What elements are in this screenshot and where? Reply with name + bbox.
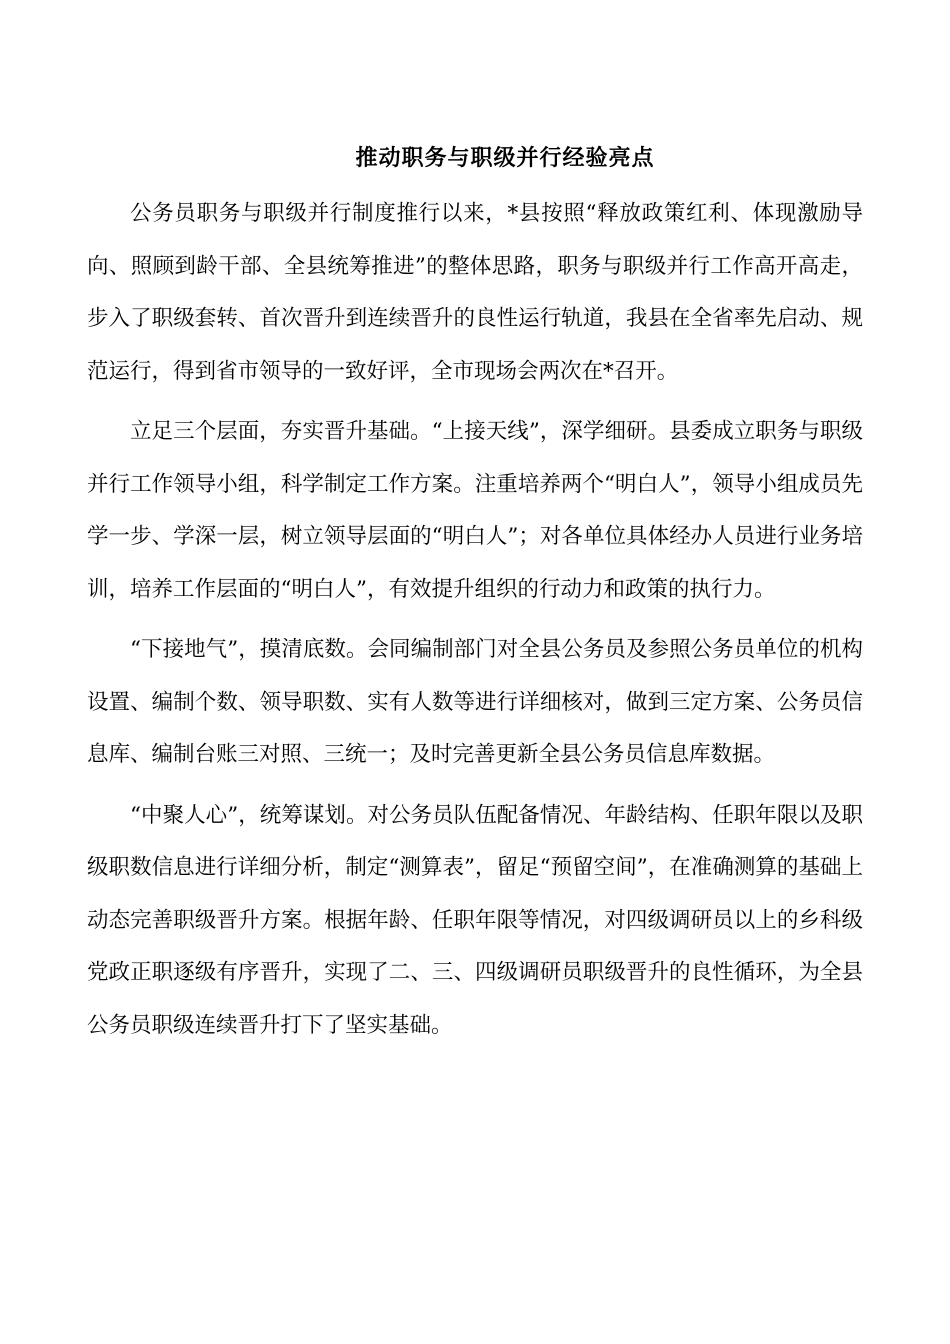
paragraph-2: 立足三个层面，夯实晋升基础。“上接天线”，深学细研。县委成立职务与职级并行工作领导小组，科学制定工作方案。注重培养两个“明白人”，领导小组成员先学一步、学深一层，树立领导层面的“明白人”；对各单位具体经办人员进行业务培训，培养工作层面的“明白人”，有效提升组织的行动力和政策的执行力。 [87, 419, 863, 602]
document-title: 推动职务与职级并行经验亮点 [355, 145, 655, 171]
document-body [87, 188, 863, 1060]
paragraph-3: “下接地气”，摸清底数。会同编制部门对全县公务员及参照公务员单位的机构设置、编制个数、领导职数、实有人数等进行详细核对，做到三定方案、公务员信息库、编制台账三对照、三统一；及时完善更新全县公务员信息库数据。 [87, 637, 863, 767]
paragraph-4: “中聚人心”，统筹谋划。对公务员队伍配备情况、年龄结构、任职年限以及职级职数信息进行详细分析，制定“测算表”，留足“预留空间”，在准确测算的基础上动态完善职级晋升方案。根据年龄、任职年限等情况，对四级调研员以上的乡科级党政正职逐级有序晋升，实现了二、三、四级调研员职级晋升的良性循环，为全县公务员职级连续晋升打下了坚实基础。 [87, 802, 863, 1038]
paragraph-1: 公务员职务与职级并行制度推行以来，*县按照“释放政策红利、体现激励导向、照顾到龄干部、全县统筹推进”的整体思路，职务与职级并行工作高开高走，步入了职级套转、首次晋升到连续晋升的良性运行轨道，我县在全省率先启动、规范运行，得到省市领导的一致好评，全市现场会两次在*召开。 [87, 201, 863, 384]
